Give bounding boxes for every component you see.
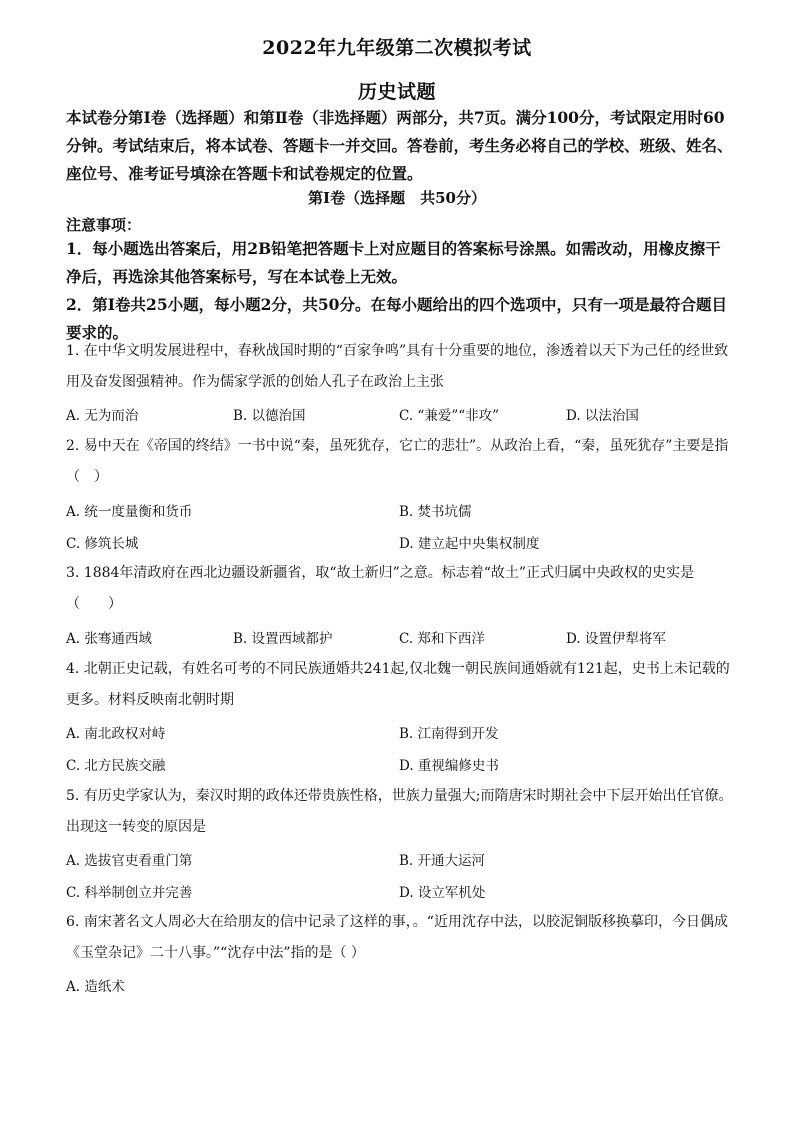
option-b: B. 以德治国 [233, 408, 306, 424]
option-b: B. 设置西域都护 [233, 631, 333, 647]
question-4-options-row-1 [66, 722, 736, 744]
option-c: C. 北方民族交融 [66, 758, 166, 774]
option-a: A. 统一度量衡和货币 [66, 504, 193, 520]
option-b: B. 开通大运河 [399, 853, 486, 869]
option-a: A. 选拔官吏看重门第 [66, 853, 193, 869]
option-c: C. 郑和下西洋 [399, 631, 485, 647]
option-a: A. 造纸术 [66, 979, 125, 995]
option-a: A. 南北政权对峙 [66, 726, 166, 742]
notice-item-1: 1．每小题选出答案后，用2B铅笔把答题卡上对应题目的答案标号涂黑。如需改动，用橡皮擦干净后，再选涂其他答案标号，写在本试卷上无效。 [66, 239, 721, 286]
exam-title: 2022年九年级第二次模拟考试 [262, 37, 532, 59]
option-c: C. 科举制创立并完善 [66, 885, 193, 901]
exam-instructions: 本试卷分第Ⅰ卷（选择题）和第Ⅱ卷（非选择题）两部分，共7页。满分100分，考试限定用时60分钟。考试结束后，将本试卷、答题卡一并交回。答卷前，考生务必将自己的学校、班级、姓名、座位号、准考证号填涂在答题卡和试卷规定的位置。 [66, 108, 733, 183]
question-5-options-row-1 [66, 849, 736, 871]
notice-heading: 注意事项： [66, 216, 142, 234]
question-1-options [66, 404, 736, 426]
question-2-stem: 2. 易中天在《帝国的终结》一书中说“秦，虽死犹存，它亡的悲壮”。从政治上看，“秦，虽死犹存”主要是指（ ） [66, 438, 729, 485]
option-a: A. 无为而治 [66, 408, 139, 424]
question-3-options [66, 627, 736, 649]
question-6-options [66, 975, 736, 997]
option-d: D. 建立起中央集权制度 [399, 536, 540, 552]
option-d: D. 以法治国 [566, 408, 639, 424]
question-4-stem: 4. 北朝正史记载，有姓名可考的不同民族通婚共241起,仅北魏一朝民族间通婚就有121起，史书上未记载的更多。材料反映南北朝时期 [66, 661, 730, 708]
question-6-stem: 6. 南宋著名文人周必大在给朋友的信中记录了这样的事，。“近用沈存中法，以胶泥铜版移换摹印，今日偶成《玉堂杂记》二十八事。”“沈存中法”指的是（ ） [66, 914, 728, 961]
notice-item-2: 2．第Ⅰ卷共25小题，每小题2分，共50分。在每小题给出的四个选项中，只有一项是最符合题目要求的。 [66, 295, 727, 342]
question-2-options-row-1 [66, 500, 736, 522]
question-3-stem: 3. 1884年清政府在西北边疆设新疆省，取“故土新归”之意。标志着“故土”正式归属中央政权的史实是（ ） [66, 565, 695, 612]
option-c: C. “兼爱”“非攻” [399, 408, 500, 424]
question-2-options-row-2 [66, 532, 736, 554]
option-d: D. 设立军机处 [399, 885, 486, 901]
exam-subtitle: 历史试题 [357, 81, 436, 103]
option-b: B. 江南得到开发 [399, 726, 499, 742]
option-d: D. 设置伊犁将军 [566, 631, 666, 647]
option-c: C. 修筑长城 [66, 536, 139, 552]
question-1-stem: 1. 在中华文明发展进程中，春秋战国时期的“百家争鸣”具有十分重要的地位，渗透着以天下为己任的经世致用及奋发图强精神。作为儒家学派的创始人孔子在政治上主张 [66, 343, 729, 390]
option-b: B. 焚书坑儒 [399, 504, 472, 520]
option-d: D. 重视编修史书 [399, 758, 499, 774]
part-title: 第Ⅰ卷（选择题 共50分） [308, 189, 486, 207]
question-5-options-row-2 [66, 881, 736, 903]
option-a: A. 张骞通西域 [66, 631, 152, 647]
question-5-stem: 5. 有历史学家认为，秦汉时期的政体还带贵族性格，世族力量强大;而隋唐宋时期社会中下层开始出任官僚。出现这一转变的原因是 [66, 788, 733, 835]
question-4-options-row-2 [66, 754, 736, 776]
